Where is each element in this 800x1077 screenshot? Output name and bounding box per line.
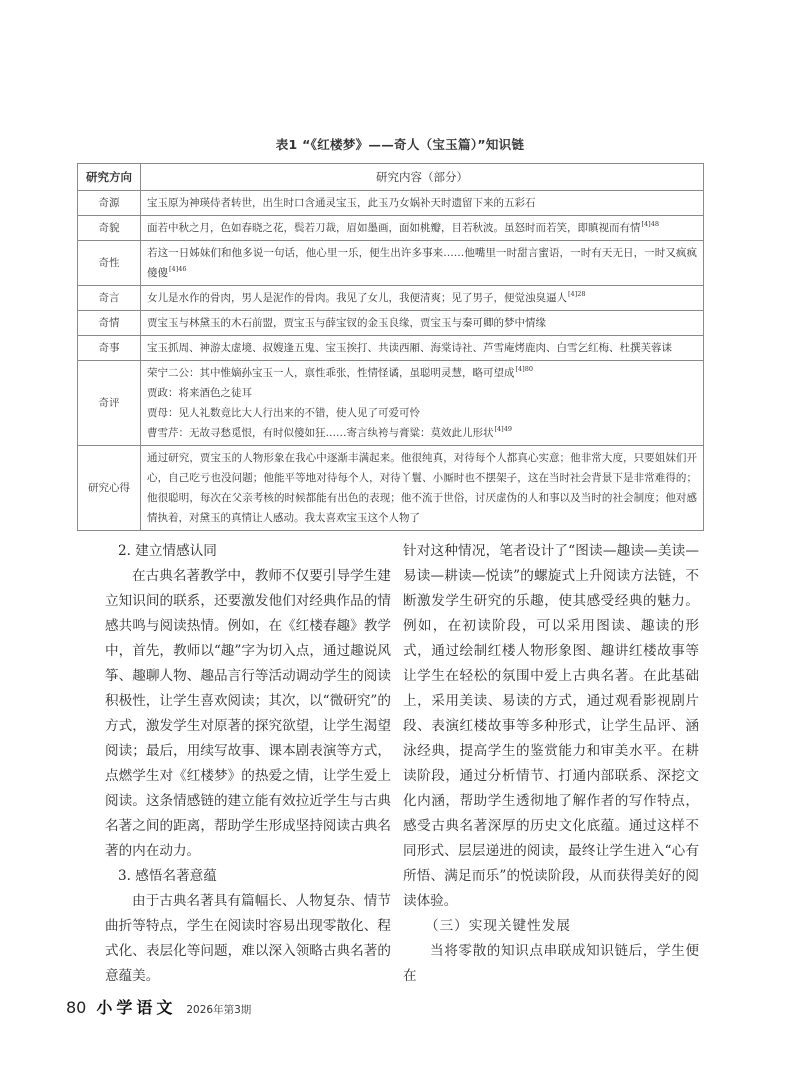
research-content-cell bbox=[141, 241, 704, 286]
citation-ref: [4]49 bbox=[494, 425, 512, 433]
table-row bbox=[78, 336, 704, 361]
table-row bbox=[78, 216, 704, 241]
paragraph: 在古典名著教学中，教师不仅要引导学生建立知识间的联系，还要激发他们对经典作品的情感共鸣与阅读热情。例如，在《红楼春趣》教学中，首先，教师以“趣”字为切入点，通过趣说风筝、趣聊人物、趣品言行等活动调动学生的阅读积极性，让学生喜欢阅读；其次，以“微研究”的方式，激发学生对原著的探究欲望，让学生渴望阅读；最后，用续写故事、课本剧表演等方式，点燃学生对《红楼梦》的热爱之情，让学生爱上阅读。这条情感链的建立能有效拉近学生与古典名著之间的距离，帮助学生形成坚持阅读古典名著的内在动力。 bbox=[105, 568, 391, 859]
content-text: 曹雪芹：无故寻愁觅恨，有时似傻如狂……寄言纨袴与膏粱：莫效此儿形状 bbox=[147, 427, 494, 439]
content-text: 宝玉原为神瑛侍者转世，出生时口含通灵宝玉，此玉乃女娲补天时遗留下来的五彩石 bbox=[147, 197, 536, 209]
table-header-row bbox=[78, 164, 704, 191]
table-row bbox=[78, 191, 704, 216]
paragraph: 当将零散的知识点串联成知识链后，学生便在 bbox=[403, 943, 699, 984]
research-direction-cell: 奇性 bbox=[78, 241, 141, 286]
research-direction-cell: 奇事 bbox=[78, 336, 141, 361]
research-content-cell bbox=[141, 446, 704, 531]
content-text: 荣宁二公：其中惟嫡孙宝玉一人，禀性乖张，性情怪谲，虽聪明灵慧，略可望成 bbox=[147, 367, 515, 379]
research-direction-cell: 奇情 bbox=[78, 311, 141, 336]
citation-ref: [4]80 bbox=[515, 365, 533, 373]
content-line bbox=[147, 403, 697, 423]
citation-ref: [4]28 bbox=[568, 290, 586, 298]
content-text: 面若中秋之月，色如春晓之花，鬓若刀裁，眉如墨画，面如桃瓣，目若秋波。虽怒时而若笑，即瞋视而有情 bbox=[147, 222, 641, 234]
content-text: 女儿是水作的骨肉，男人是泥作的骨肉。我见了女儿，我便清爽；见了男子，便觉浊臭逼人 bbox=[147, 292, 567, 304]
content-line bbox=[147, 317, 546, 329]
content-line bbox=[147, 197, 536, 209]
issue-label: 2026年第3期 bbox=[186, 1004, 252, 1016]
paragraph: 针对这种情况，笔者设计了“图读—趣读—美读—易读—耕读—悦读”的螺旋式上升阅读方法链，不断激发学生研究的乐趣，使其感受经典的魅力。例如，在初读阶段，可以采用图读、趣读的形式，通过绘制红楼人物形象图、趣讲红楼故事等让学生在轻松的氛围中爱上古典名著。在此基础上，采用美读、易读的方式，通过观看影视剧片段、表演红楼故事等多种形式，让学生品评、涵泳经典，提高学生的鉴赏能力和审美水平。在耕读阶段，通过分析情节、打通内部联系、深挖文化内涵，帮助学生透彻地了解作者的写作特点，感受古典名著深厚的历史文化底蕴。通过这样不同形式、层层递进的阅读，最终让学生进入“心有所悟、满足而乐”的悦读阶段，从而获得美好的阅读体验。 bbox=[403, 543, 699, 909]
page-footer bbox=[66, 995, 800, 1038]
content-text: 贾母：见人礼数竟比大人行出来的不错，使人见了可爱可怜 bbox=[147, 407, 420, 419]
body-columns bbox=[105, 539, 800, 989]
header-research-content: 研究内容（部分） bbox=[141, 164, 704, 191]
section-heading-3: 3. 感悟名著意蕴 bbox=[118, 868, 217, 884]
research-content-cell bbox=[141, 311, 704, 336]
table-row bbox=[78, 286, 704, 311]
research-direction-cell: 研究心得 bbox=[78, 446, 141, 531]
content-text: 宝玉抓周、神游太虚境、叔嫂逢五鬼、宝玉挨打、共读西厢、海棠诗社、芦雪庵烤鹿肉、白雪乞红梅、杜撰芙蓉诔 bbox=[147, 342, 672, 354]
content-line bbox=[147, 452, 697, 524]
content-text: 通过研究，贾宝玉的人物形象在我心中逐渐丰满起来。他很纯真，对待每个人都真心实意；他非常大度，只要姐妹们开心，自己吃亏也没问题；他能平等地对待每个人，对待丫鬟、小厮时也不摆架子，这在当时社会背景下是非常难得的；他很聪明，每次在父亲考核的时候都能有出色的表现；他不流于世俗，讨厌虚伪的人和事以及当时的社会制度；他对感情执着，对黛玉的真情让人感动。我太喜欢宝玉这个人物了 bbox=[147, 452, 697, 524]
header-research-direction: 研究方向 bbox=[78, 164, 141, 191]
content-line bbox=[147, 292, 585, 304]
research-direction-cell: 奇源 bbox=[78, 191, 141, 216]
research-content-cell bbox=[141, 191, 704, 216]
research-direction-cell: 奇评 bbox=[78, 361, 141, 446]
content-line bbox=[147, 222, 659, 234]
content-line bbox=[147, 383, 697, 403]
page-number: 80 bbox=[66, 998, 87, 1017]
research-direction-cell: 奇言 bbox=[78, 286, 141, 311]
research-content-cell bbox=[141, 216, 704, 241]
left-column bbox=[105, 539, 391, 989]
citation-ref: [4]46 bbox=[169, 265, 187, 273]
knowledge-chain-table bbox=[77, 163, 704, 531]
research-content-cell bbox=[141, 336, 704, 361]
table-caption: 表1 “《红楼梦》——奇人（宝玉篇）”知识链 bbox=[275, 137, 525, 152]
table-row bbox=[78, 241, 704, 286]
content-line bbox=[147, 423, 697, 443]
citation-ref: [4]48 bbox=[641, 220, 659, 228]
magazine-logo: 小学语文 bbox=[96, 998, 177, 1017]
research-content-cell bbox=[141, 361, 704, 446]
content-line bbox=[147, 342, 672, 354]
content-text: 若这一日姊妹们和他多说一句话，他心里一乐，便生出许多事来……他嘴里一时甜言蜜语，一时有天无日，一时又疯疯傻傻 bbox=[147, 247, 697, 279]
section-heading-san: （三）实现关键性发展 bbox=[425, 918, 571, 934]
content-line bbox=[147, 247, 697, 279]
content-line bbox=[147, 363, 697, 383]
content-text: 贾宝玉与林黛玉的木石前盟，贾宝玉与薛宝钗的金玉良缘，贾宝玉与秦可卿的梦中情缘 bbox=[147, 317, 546, 329]
table-row bbox=[78, 446, 704, 531]
table-row bbox=[78, 311, 704, 336]
research-direction-cell: 奇貌 bbox=[78, 216, 141, 241]
content-text: 贾政：将来酒色之徒耳 bbox=[147, 387, 252, 399]
section-heading-2: 2. 建立情感认同 bbox=[118, 543, 217, 559]
right-column bbox=[403, 539, 699, 989]
table-body bbox=[78, 191, 704, 531]
table-row bbox=[78, 361, 704, 446]
research-content-cell bbox=[141, 286, 704, 311]
paragraph: 由于古典名著具有篇幅长、人物复杂、情节曲折等特点，学生在阅读时容易出现零散化、程式化、表层化等问题，难以深入领略古典名著的意蕴美。 bbox=[105, 893, 391, 984]
